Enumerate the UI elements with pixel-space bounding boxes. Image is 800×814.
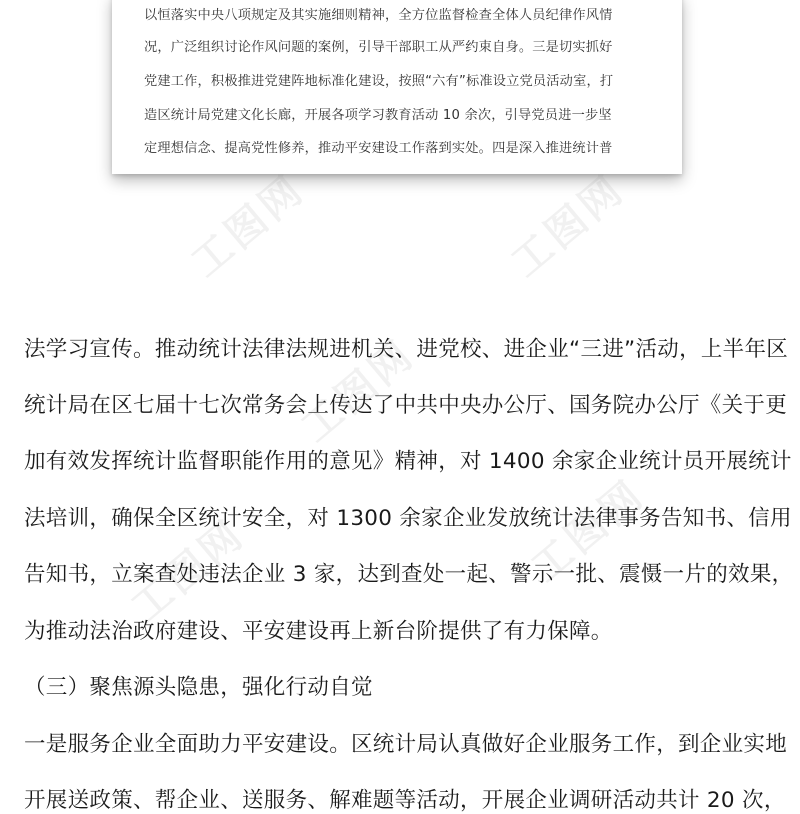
body-line: 法培训，确保全区统计安全，对 1300 余家企业发放统计法律事务告知书、信用 [24, 506, 792, 531]
preview-line: 定理想信念、提高党性修养，推动平安建设工作落到实处。四是深入推进统计普 [144, 141, 613, 156]
watermark: 工图网 [522, 471, 654, 592]
watermark: 工图网 [502, 166, 634, 287]
body-line: 法学习宣传。推动统计法律法规进机关、进党校、进企业“三进”活动，上半年区 [24, 337, 789, 362]
body-line: 开展送政策、帮企业、送服务、解难题等活动，开展企业调研活动共计 20 次， [24, 788, 786, 813]
watermark: 工图网 [292, 331, 424, 452]
section-heading: （三）聚焦源头隐患，强化行动自觉 [24, 675, 373, 700]
watermark: 工图网 [182, 166, 314, 287]
body-line: 为推动法治政府建设、平安建设再上新台阶提供了有力保障。 [24, 619, 613, 644]
body-line: 加有效发挥统计监督职能作用的意见》精神，对 1400 余家企业统计员开展统计 [24, 449, 792, 474]
body-line: 告知书，立案查处违法企业 3 家，达到查处一起、警示一批、震慑一片的效果， [24, 562, 794, 587]
preview-line: 党建工作，积极推进党建阵地标准化建设，按照“六有”标准设立党员活动室，打 [144, 74, 614, 89]
preview-line: 以恒落实中央八项规定及其实施细则精神，全方位监督检查全体人员纪律作风情 [144, 8, 613, 23]
body-line: 一是服务企业全面助力平安建设。区统计局认真做好企业服务工作，到企业实地 [24, 732, 788, 757]
watermark: 工图网 [122, 511, 254, 632]
document-preview-card [112, 0, 682, 174]
body-line: 统计局在区七届十七次常务会上传达了中共中央办公厅、国务院办公厅《关于更 [24, 393, 788, 418]
preview-line: 造区统计局党建文化长廊，开展各项学习教育活动 10 余次，引导党员进一步坚 [144, 108, 612, 123]
preview-line: 况，广泛组织讨论作风问题的案例，引导干部职工从严约束自身。三是切实抓好 [144, 40, 613, 55]
